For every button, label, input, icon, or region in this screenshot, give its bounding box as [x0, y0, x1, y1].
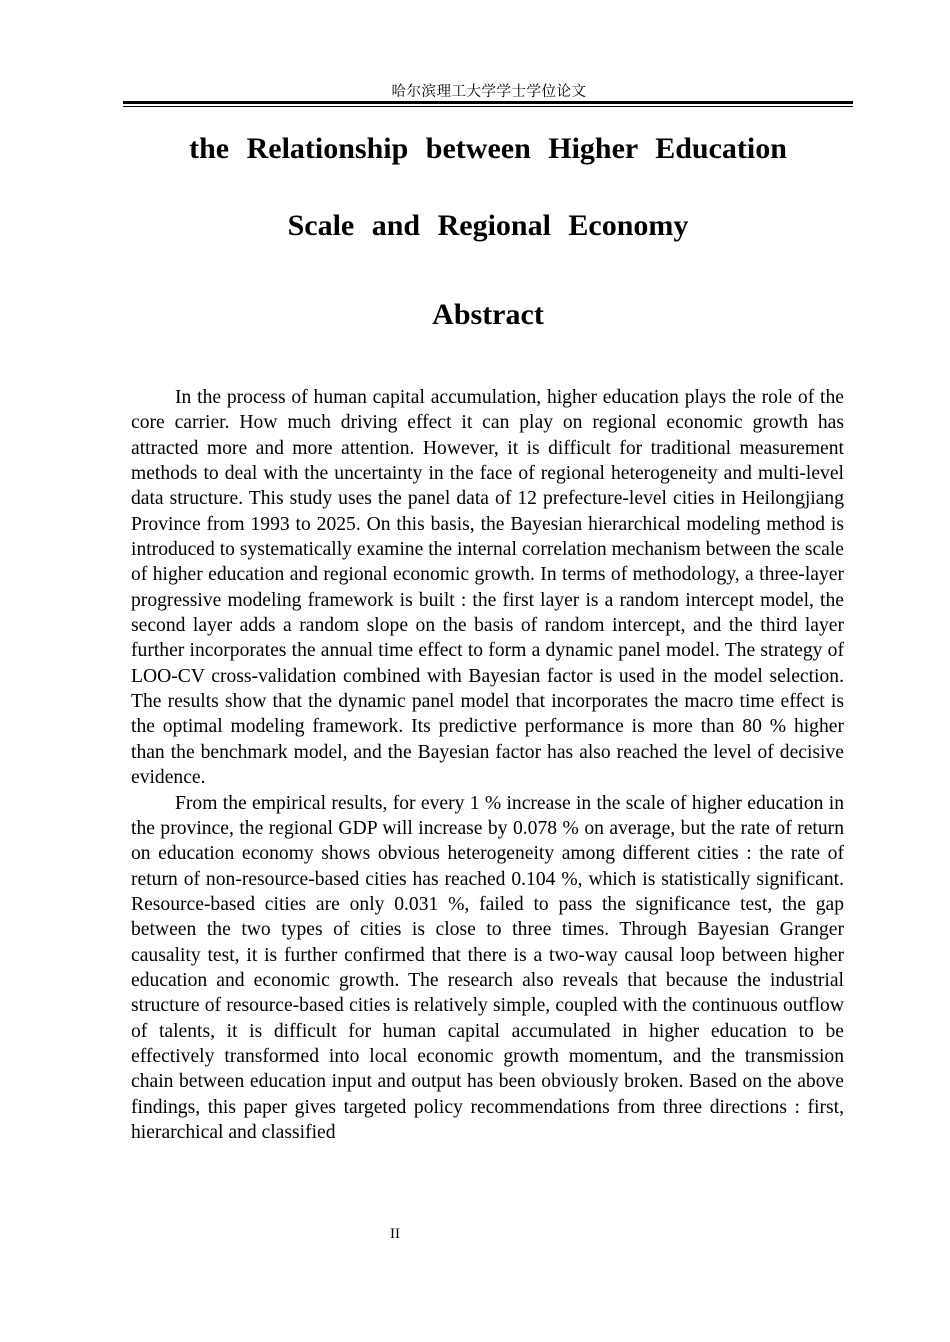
page-number: II [390, 1226, 400, 1242]
title-line-1: the Relationship between Higher Education [189, 132, 787, 165]
running-header: 哈尔滨理工大学学士学位论文 [391, 84, 587, 100]
abstract-paragraph-2: From the empirical results, for every 1 % increase in the scale of higher education in the province, the regional GDP will increase by 0.078 % on average, but the rate of return on education economy shows obvious heterogeneity among different cities : the rate of return of non-resource-based cities has reached 0.104 %, which is statistically significant. Resource-based cities are only 0.031 %, failed to pass the significance test, the gap between the two types of cities is close to three times. Through Bayesian Granger causality test, it is further confirmed that there is a two-way causal loop between higher education and economic growth. The research also reveals that because the industrial structure of resource-based cities is relatively simple, coupled with the continuous outflow of talents, it is difficult for human capital accumulated in higher education to be effectively transformed into local economic growth momentum, and the transmission chain between education input and output has been obviously broken. Based on the above findings, this paper gives targeted policy recommendations from three directions : first, hierarchical and classified [131, 792, 844, 1143]
abstract-heading: Abstract [432, 298, 544, 331]
header-rule-thin [123, 106, 853, 107]
abstract-body [131, 385, 844, 1145]
abstract-paragraph-1: In the process of human capital accumulation, higher education plays the role of the core carrier. How much driving effect it can play on regional economic growth has attracted more and more attention. However, it is difficult for traditional measurement methods to deal with the uncertainty in the face of regional heterogeneity and multi-level data structure. This study uses the panel data of 12 prefecture-level cities in Heilongjiang Province from 1993 to 2025. On this basis, the Bayesian hierarchical modeling method is introduced to systematically examine the internal correlation mechanism between the scale of higher education and regional economic growth. In terms of methodology, a three-layer progressive modeling framework is built : the first layer is a random intercept model, the second layer adds a random slope on the basis of random intercept, and the third layer further incorporates the annual time effect to form a dynamic panel model. The strategy of LOO-CV cross-validation combined with Bayesian factor is used in the model selection. The results show that the dynamic panel model that incorporates the macro time effect is the optimal modeling framework. Its predictive performance is more than 80 % higher than the benchmark model, and the Bayesian factor has also reached the level of decisive evidence. [131, 387, 844, 789]
title-line-2: Scale and Regional Economy [287, 209, 689, 242]
header-rule-thick [123, 101, 853, 104]
